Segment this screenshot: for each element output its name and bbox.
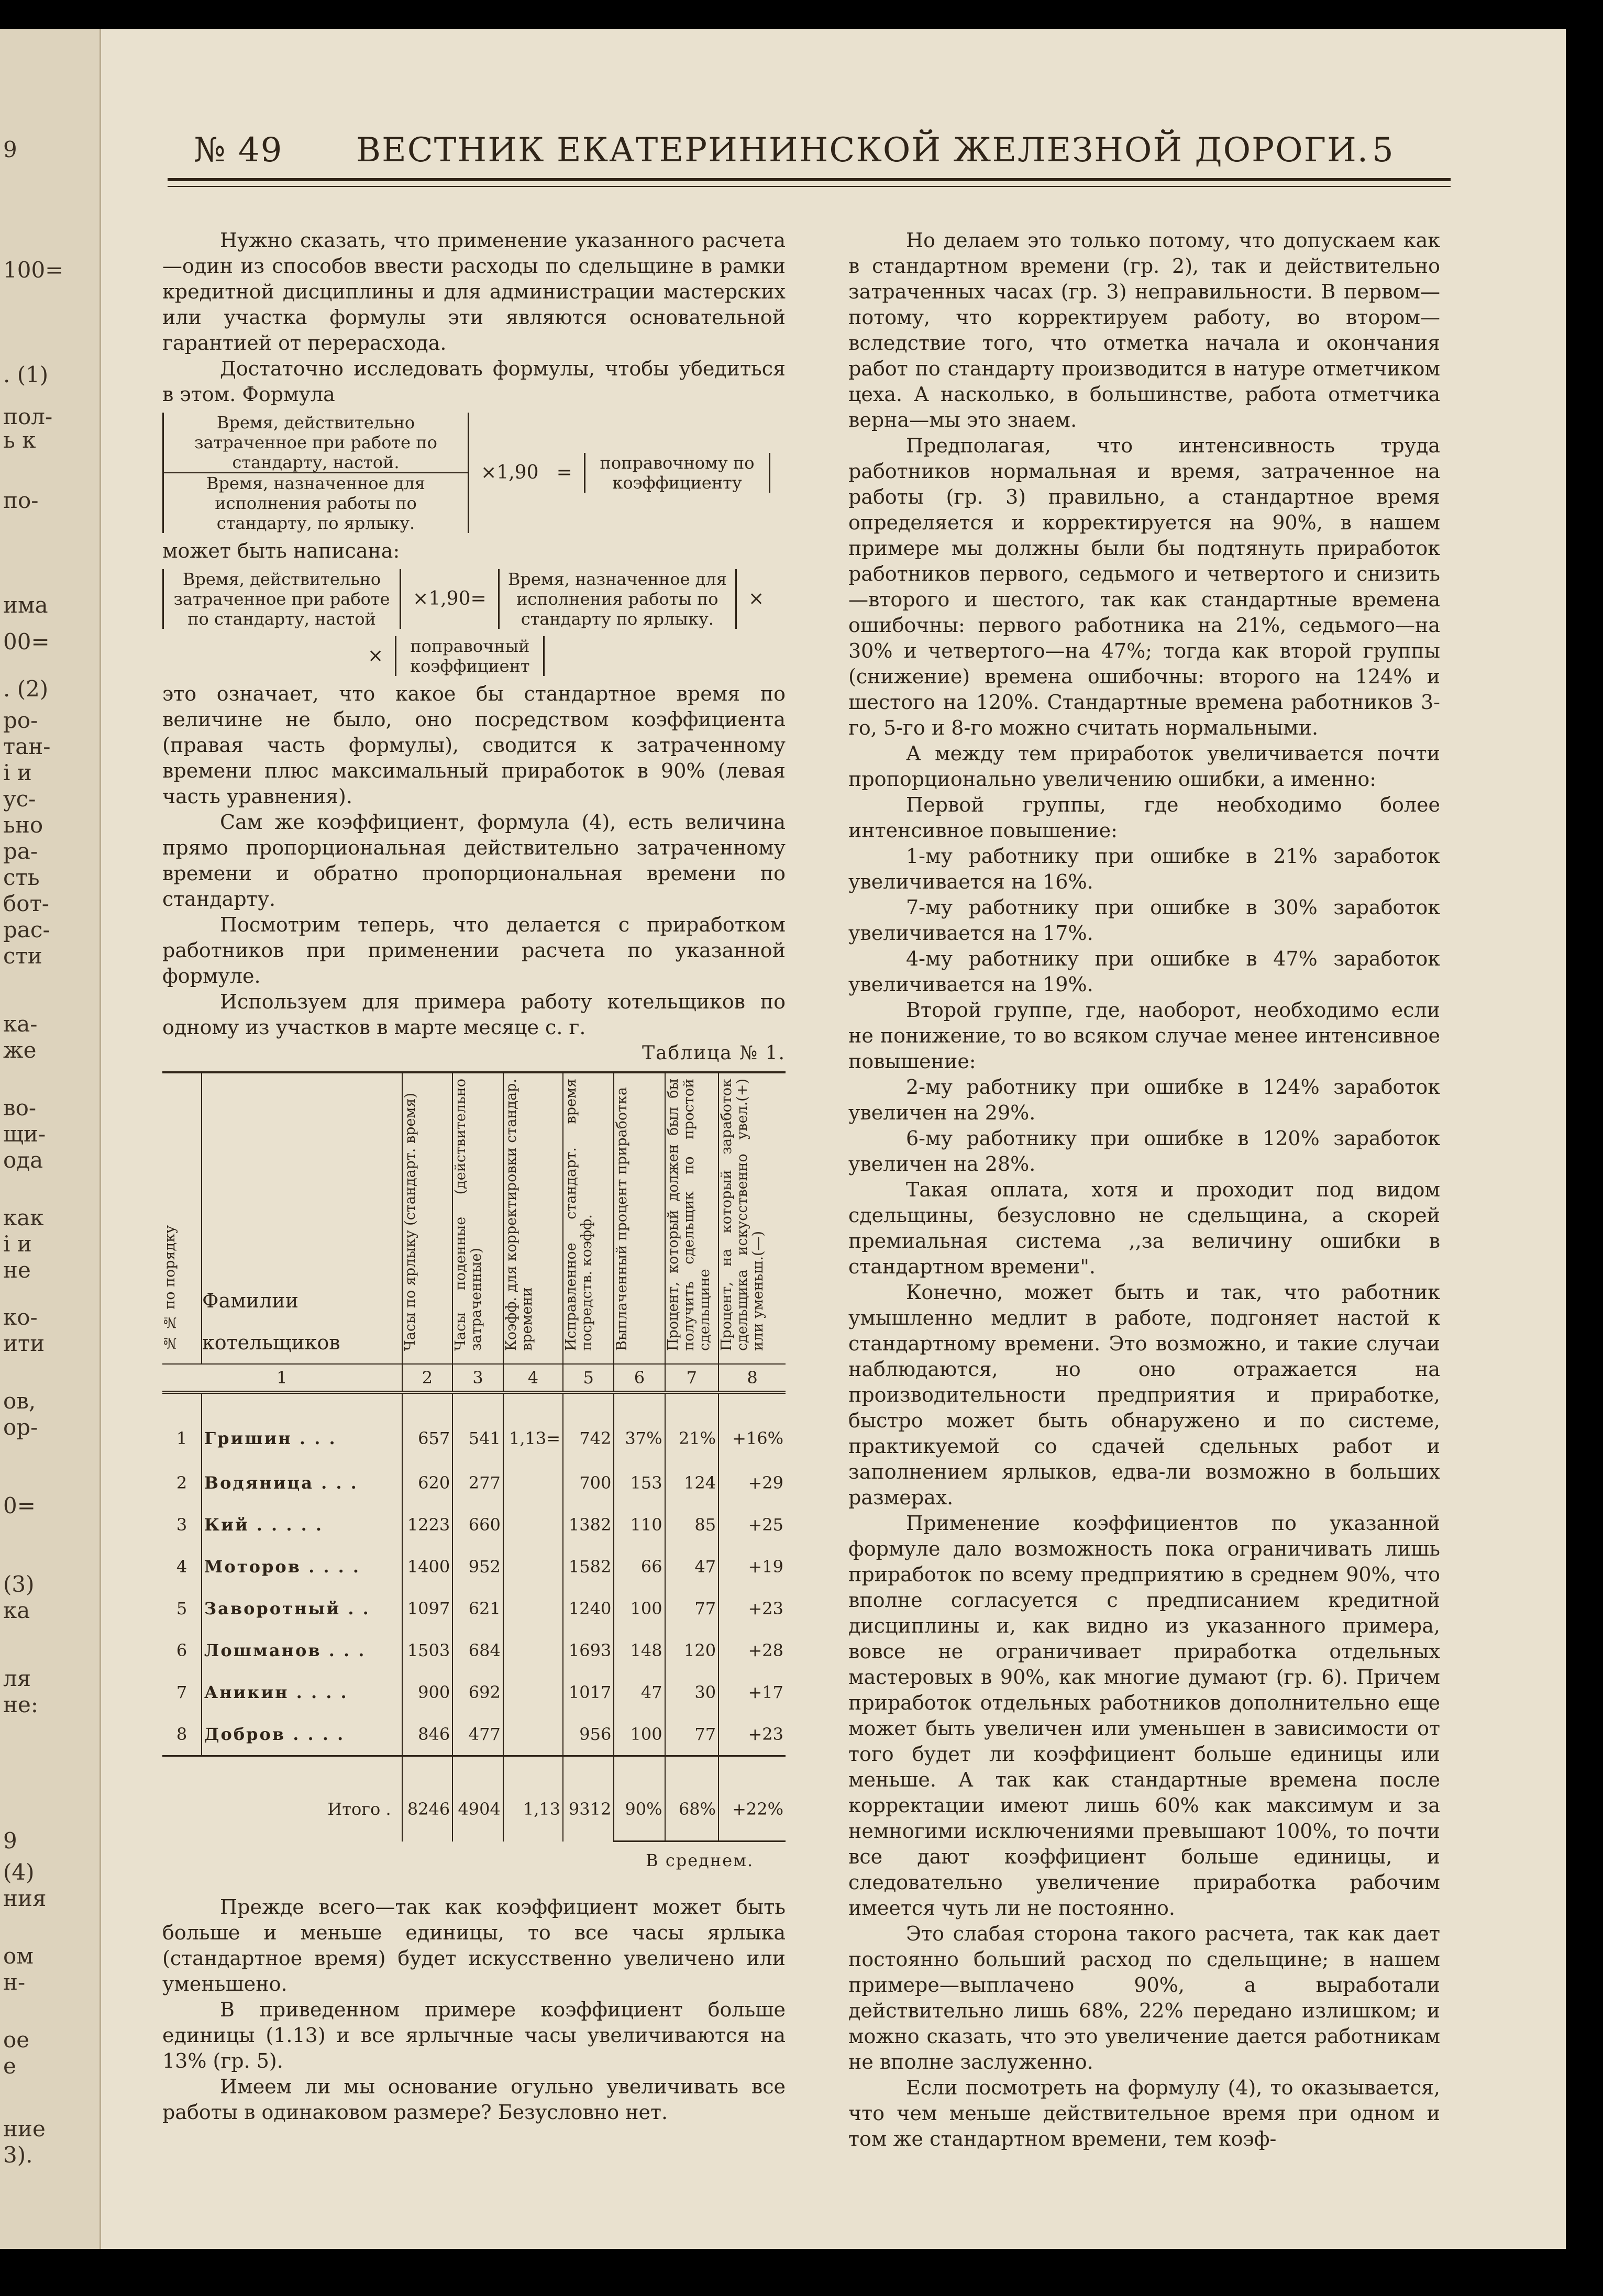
table-row (162, 1462, 786, 1504)
cell: 1223 (402, 1504, 453, 1546)
margin-fragment: ка- (3, 1011, 38, 1037)
cell: 4 (176, 1556, 187, 1577)
header-surnames: Фамилии котельщиков (202, 1289, 340, 1354)
cell: 100 (614, 1588, 665, 1629)
formula-2-times: × (748, 588, 765, 609)
margin-fragment: 9 (3, 137, 17, 162)
cell: 110 (614, 1504, 665, 1546)
paragraph: это означает, что какое бы стандартное время по величине не было, оно посредством коэффициента (правая часть формулы), сводится к затраченному времени плюс максимальный приработок в 90% (левая часть уравнения). (162, 682, 786, 808)
cell-name: Гришин . . . (202, 1392, 402, 1462)
cell: 277 (452, 1462, 503, 1504)
col-num: 8 (718, 1364, 786, 1392)
cell: 846 (402, 1713, 453, 1756)
cell: 8 (176, 1724, 187, 1744)
cell: 120 (665, 1629, 719, 1671)
right-column (848, 228, 1440, 2152)
margin-fragment: ьно (3, 812, 43, 838)
formula-1-multiplier: ×1,90 (481, 462, 539, 483)
col-num: 7 (665, 1364, 719, 1392)
cell: 77 (665, 1588, 719, 1629)
header-label-hours: Часы по ярлыку (стандарт. время) (402, 1092, 418, 1351)
formula-1-right: поправочному по коэффициенту (584, 453, 770, 493)
cell (503, 1462, 563, 1504)
cell: 477 (452, 1713, 503, 1756)
paragraph: 4-му работнику при ошибке в 47% заработок увеличивается на 19%. (848, 947, 1440, 996)
cell-name: Моторов . . . . (202, 1546, 402, 1588)
margin-fragment: 0= (3, 1493, 36, 1518)
paragraph: 7-му работнику при ошибке в 30% заработок увеличивается на 17%. (848, 896, 1440, 945)
cell: +28 (718, 1629, 786, 1671)
cell: 148 (614, 1629, 665, 1671)
cell: 30 (665, 1671, 719, 1713)
paragraph: Первой группы, где необходимо более интенсивное повышение: (848, 793, 1440, 842)
cell: +29 (718, 1462, 786, 1504)
cell: +25 (718, 1504, 786, 1546)
paragraph: Если посмотреть на формулу (4), то оказывается, что чем меньше действительное время при одном и том же стандартном времени, тем коэф- (848, 2076, 1440, 2150)
margin-fragment: ое (3, 2027, 30, 2053)
formula-2-multiplier: ×1,90= (413, 588, 487, 609)
margin-fragment: і и (3, 1231, 32, 1257)
cell: 77 (665, 1713, 719, 1756)
cell: +23 (718, 1713, 786, 1756)
cell: 952 (452, 1546, 503, 1588)
paragraph: Нужно сказать, что применение указанного расчета—один из способов ввести расходы по сдельщине в рамки кредитной дисциплины и для администрации мастерских или участка формулы эти являются основательной гарантией от перерасхода. (162, 229, 786, 354)
margin-fragment: ля (3, 1666, 31, 1691)
table-row (162, 1588, 786, 1629)
paragraph: Это слабая сторона такого расчета, так как дает постоянно больший расход по сдельщине; в нашем примере—выплачено 90%, а выработали действительно лишь 68%, 22% передано излишком; и можно сказать, что это увеличение дается работникам не вполне заслуженно. (848, 1922, 1440, 2073)
cell: 1097 (402, 1588, 453, 1629)
average-label: В среднем. (614, 1842, 786, 1879)
table-row (162, 1671, 786, 1713)
cell: 700 (563, 1462, 614, 1504)
margin-fragment: има (3, 592, 48, 618)
paragraph: Применение коэффициентов по указанной формуле дало возможность пока ограничивать лишь приработок по всему предприятию в среднем 90%, что вполне согласуется с предписанием кредитной дисциплины и, как видно из указанного примера, вовсе не ограничивает приработка отдельных мастеровых в 90%, как многие думают (гр. 6). Причем приработок отдельных работников дополнительно еще может быть увеличен или уменьшен в зависимости от того будет ли коэффициент больше единицы или меньше. А так как стандартные времена после корректации имеют лишь 60% как максимум и за немногими исключениями превышают 100%, то почти все дают коэффициент больше единицы, и следовательно увеличение приработка рабочим имеется чуть ли не постоянно. (848, 1512, 1440, 1920)
paragraph: Конечно, может быть и так, что работник умышленно медлит в работе, подгоняет настой к стандартному времени. Это возможно, и такие случаи наблюдаются, но оно отражается на производительности предприятия и приработке, быстро может быть обнаружено и по системе, практикуемой со сдачей сдельных работ и заполнением ярлыков, едва-ли возможно в больших размерах. (848, 1281, 1440, 1509)
header-difference: Процент, на который заработок сдельщика искусственно увел.(+) или уменьш.(—) (718, 1079, 767, 1351)
header-paid-percent: Выплаченный процент приработка (614, 1087, 631, 1351)
cell: 37% (614, 1392, 665, 1462)
cell: 5 (176, 1598, 187, 1618)
boilermakers-table (162, 1071, 786, 1879)
margin-fragment: е (3, 2053, 16, 2079)
formula-2 (162, 569, 786, 676)
paragraph: А между тем приработок увеличивается почти пропорционально увеличению ошибки, а именно: (848, 742, 1440, 791)
margin-fragment: 3). (3, 2142, 33, 2168)
paragraph: Используем для примера работу котельщиков по одному из участков в марте месяце с. г. (162, 990, 786, 1039)
header-number: № № по порядку (162, 1225, 178, 1351)
cell: 900 (402, 1671, 453, 1713)
formula-2-middle: Время, назначенное для исполнения работы по стандарту по ярлыку. (498, 569, 737, 629)
margin-fragment: как (3, 1205, 44, 1230)
cell: +17 (718, 1671, 786, 1713)
cell: +19 (718, 1546, 786, 1588)
total-row (162, 1756, 786, 1842)
margin-fragment: ка (3, 1598, 30, 1623)
header-rule-thin (168, 186, 1451, 187)
header-day-hours: Часы поденные (действительно затраченные) (452, 1079, 485, 1351)
cell: 956 (563, 1713, 614, 1756)
cell (503, 1504, 563, 1546)
formula-2-coefficient: поправочный коэффициент (395, 636, 545, 676)
cell-name: Заворотный . . (202, 1588, 402, 1629)
margin-fragment: . (2) (3, 676, 49, 702)
cell-name: Водяница . . . (202, 1462, 402, 1504)
cell: 1017 (563, 1671, 614, 1713)
column-number-row (162, 1364, 786, 1392)
paragraph: Имеем ли мы основание огульно увеличивать все работы в одинаковом размере? Безусловно нет. (162, 2075, 786, 2124)
col-num: 2 (402, 1364, 453, 1392)
margin-fragment: ь к (3, 427, 36, 453)
margin-fragment: сти (3, 943, 42, 969)
paragraph: Сам же коэффициент, формула (4), есть величина прямо пропорциональная действительно затраченному времени и обратно пропорциональная времени по стандарту. (162, 811, 786, 911)
margin-fragment: бот- (3, 891, 49, 916)
col-num: 1 (162, 1364, 402, 1392)
issue-number: № 49 (194, 131, 283, 170)
cell (503, 1713, 563, 1756)
cell: +22% (718, 1756, 786, 1842)
cell: 66 (614, 1546, 665, 1588)
col-num: 5 (563, 1364, 614, 1392)
header-due-percent: Процент, который должен был бы получить сдельщик по простой сдельщине (665, 1079, 713, 1351)
cell: 1,13 (503, 1756, 563, 1842)
cell-name: Аникин . . . . (202, 1671, 402, 1713)
cell: 1503 (402, 1629, 453, 1671)
margin-fragment: (4) (3, 1859, 35, 1885)
cell: 100 (614, 1713, 665, 1756)
cell: 21% (665, 1392, 719, 1462)
page-header (168, 131, 1451, 173)
left-column (162, 228, 786, 2125)
cell: 742 (563, 1392, 614, 1462)
cell-name: Добров . . . . (202, 1713, 402, 1756)
cell: 1382 (563, 1504, 614, 1546)
margin-fragment: . (1) (3, 362, 49, 387)
cell: 541 (452, 1392, 503, 1462)
margin-fragment: пол- (3, 404, 53, 429)
paragraph: Предполагая, что интенсивность труда работников нормальная и время, затраченное на работы (гр. 3) правильно, а стандартное время определяется и корректируется на 90%, в нашем примере мы должны были бы подтянуть приработок работников первого, седьмого и четвертого и снизить—второго и шестого, так как стандартные времена ошибочны: первого работника на 21%, седьмого—на 30% и четвертого—на 47%; тогда как второй группы (снижение) времена ошибочны: второго на 124% и шестого на 120%. Стандартные времена работников 3-го, 5-го и 8-го можно считать нормальными. (848, 434, 1440, 739)
cell: 47 (665, 1546, 719, 1588)
cell: +23 (718, 1588, 786, 1629)
formula-1 (162, 413, 786, 533)
total-label: Итого . (162, 1756, 402, 1842)
average-row (162, 1842, 786, 1879)
paragraph: Достаточно исследовать формулы, чтобы убедиться в этом. Формула (162, 357, 786, 406)
margin-fragment: 100= (3, 257, 64, 283)
margin-fragment: не (3, 1257, 31, 1283)
cell: 68% (665, 1756, 719, 1842)
table-row (162, 1392, 786, 1462)
header-coefficient: Коэфф. для корректировки стандар. времени (503, 1079, 535, 1351)
cell: 1,13= (503, 1392, 563, 1462)
margin-fragment: ра- (3, 838, 38, 864)
cell: 621 (452, 1588, 503, 1629)
margin-fragment: ода (3, 1147, 43, 1173)
formula-1-equals: = (556, 462, 572, 483)
table-row (162, 1504, 786, 1546)
paragraph: может быть написана: (162, 539, 400, 562)
cell-name: Лошманов . . . (202, 1629, 402, 1671)
margin-fragment: ния (3, 1885, 47, 1911)
cell: 2 (176, 1472, 187, 1493)
cell: 7 (176, 1682, 187, 1702)
formula-2-left: Время, действительно затраченное при работе по стандарту, настой (162, 569, 401, 629)
cell: 1400 (402, 1546, 453, 1588)
margin-fragment: ро- (3, 707, 38, 733)
cell: 85 (665, 1504, 719, 1546)
paragraph: 1-му работнику при ошибке в 21% заработок увеличивается на 16%. (848, 845, 1440, 893)
margin-fragment: 9 (3, 1828, 17, 1854)
paragraph: В приведенном примере коэффициент больше единицы (1.13) и все ярлычные часы увеличиваются на 13% (гр. 5). (162, 1998, 786, 2072)
table-row (162, 1546, 786, 1588)
formula-1-denominator: Время, назначенное для исполнения работы по стандарту, по ярлыку. (162, 473, 469, 533)
col-num: 3 (452, 1364, 503, 1392)
paragraph: Посмотрим теперь, что делается с приработком работников при применении расчета по указанной формуле. (162, 913, 786, 988)
margin-fragment: тан- (3, 734, 51, 759)
margin-fragment: по- (3, 487, 39, 513)
page-number: 5 (1372, 131, 1395, 170)
cell: 660 (452, 1504, 503, 1546)
margin-fragment: ус- (3, 786, 36, 812)
cell: 1 (176, 1428, 187, 1448)
header-corrected-time: Исправленное стандарт. время посредств. коэфф. (563, 1079, 595, 1351)
margin-fragment: ор- (3, 1414, 38, 1440)
margin-fragment: ко- (3, 1304, 38, 1330)
cell: 657 (402, 1392, 453, 1462)
journal-page (0, 29, 1566, 2249)
cell: 9312 (563, 1756, 614, 1842)
cell: 124 (665, 1462, 719, 1504)
cell: 153 (614, 1462, 665, 1504)
paragraph: Прежде всего—так как коэффициент может быть больше и меньше единицы, то все часы ярлыка (стандартное время) будет искусственно увеличено или уменьшено. (162, 1895, 786, 1995)
margin-fragment: сть (3, 864, 40, 890)
margin-fragment: же (3, 1037, 37, 1063)
cell: 8246 (402, 1756, 453, 1842)
cell: 3 (176, 1514, 187, 1535)
paragraph: Такая оплата, хотя и проходит под видом сдельщины, безусловно не сдельщина, а скорей премиальная система ,,за величину ошибки в стандартном времени". (848, 1178, 1440, 1278)
cell: 684 (452, 1629, 503, 1671)
cell: 90% (614, 1756, 665, 1842)
cell (503, 1546, 563, 1588)
formula-2-times-2: × (368, 645, 384, 667)
cell: 47 (614, 1671, 665, 1713)
cell: 1582 (563, 1546, 614, 1588)
margin-fragment: ити (3, 1330, 45, 1356)
paragraph: Но делаем это только потому, что допускаем как в стандартном времени (гр. 2), так и действительно затраченных часах (гр. 3) неправильности. В первом—потому, что корректируем работу, во втором—вследствие того, что отметка начала и окончания работ по стандарту производится в натуре отметчиком цеха. А насколько, в большинстве, работа отметчика верна—мы это знаем. (848, 229, 1440, 431)
margin-fragment: во- (3, 1095, 37, 1121)
cell: 6 (176, 1640, 187, 1660)
paragraph: Второй группе, где, наоборот, необходимо если не понижение, то во всяком случае менее интенсивное повышение: (848, 999, 1440, 1073)
paragraph: 6-му работнику при ошибке в 120% заработок увеличен на 28%. (848, 1127, 1440, 1175)
margin-fragment: 00= (3, 629, 50, 655)
table-row (162, 1629, 786, 1671)
cell (503, 1671, 563, 1713)
margin-fragment: ов, (3, 1388, 36, 1414)
margin-fragment: (3) (3, 1571, 35, 1597)
table-row (162, 1713, 786, 1756)
cell: 4904 (452, 1756, 503, 1842)
header-rule (168, 178, 1451, 181)
cell: 1693 (563, 1629, 614, 1671)
paragraph: 2-му работнику при ошибке в 124% заработок увеличен на 29%. (848, 1075, 1440, 1124)
cell: 1240 (563, 1588, 614, 1629)
margin-fragment: не: (3, 1692, 38, 1717)
col-num: 4 (503, 1364, 563, 1392)
cell: +16% (718, 1392, 786, 1462)
cell: 620 (402, 1462, 453, 1504)
margin-fragment: щи- (3, 1121, 46, 1147)
margin-fragment: ом (3, 1943, 34, 1969)
cell (503, 1629, 563, 1671)
margin-fragment: рас- (3, 917, 50, 942)
col-num: 6 (614, 1364, 665, 1392)
cell (503, 1588, 563, 1629)
cell-name: Кий . . . . . (202, 1504, 402, 1546)
margin-fragment: ние (3, 2116, 46, 2142)
cell: 692 (452, 1671, 503, 1713)
margin-fragment: н- (3, 1969, 26, 1995)
margin-fragment: і и (3, 760, 32, 785)
formula-1-numerator: Время, действительно затраченное при работе по стандарту, настой. (162, 413, 469, 473)
journal-title: ВЕСТНИК ЕКАТЕРИНИНСКОЙ ЖЕЛЕЗНОЙ ДОРОГИ. (356, 131, 1369, 170)
table-caption: Таблица № 1. (642, 1042, 786, 1064)
